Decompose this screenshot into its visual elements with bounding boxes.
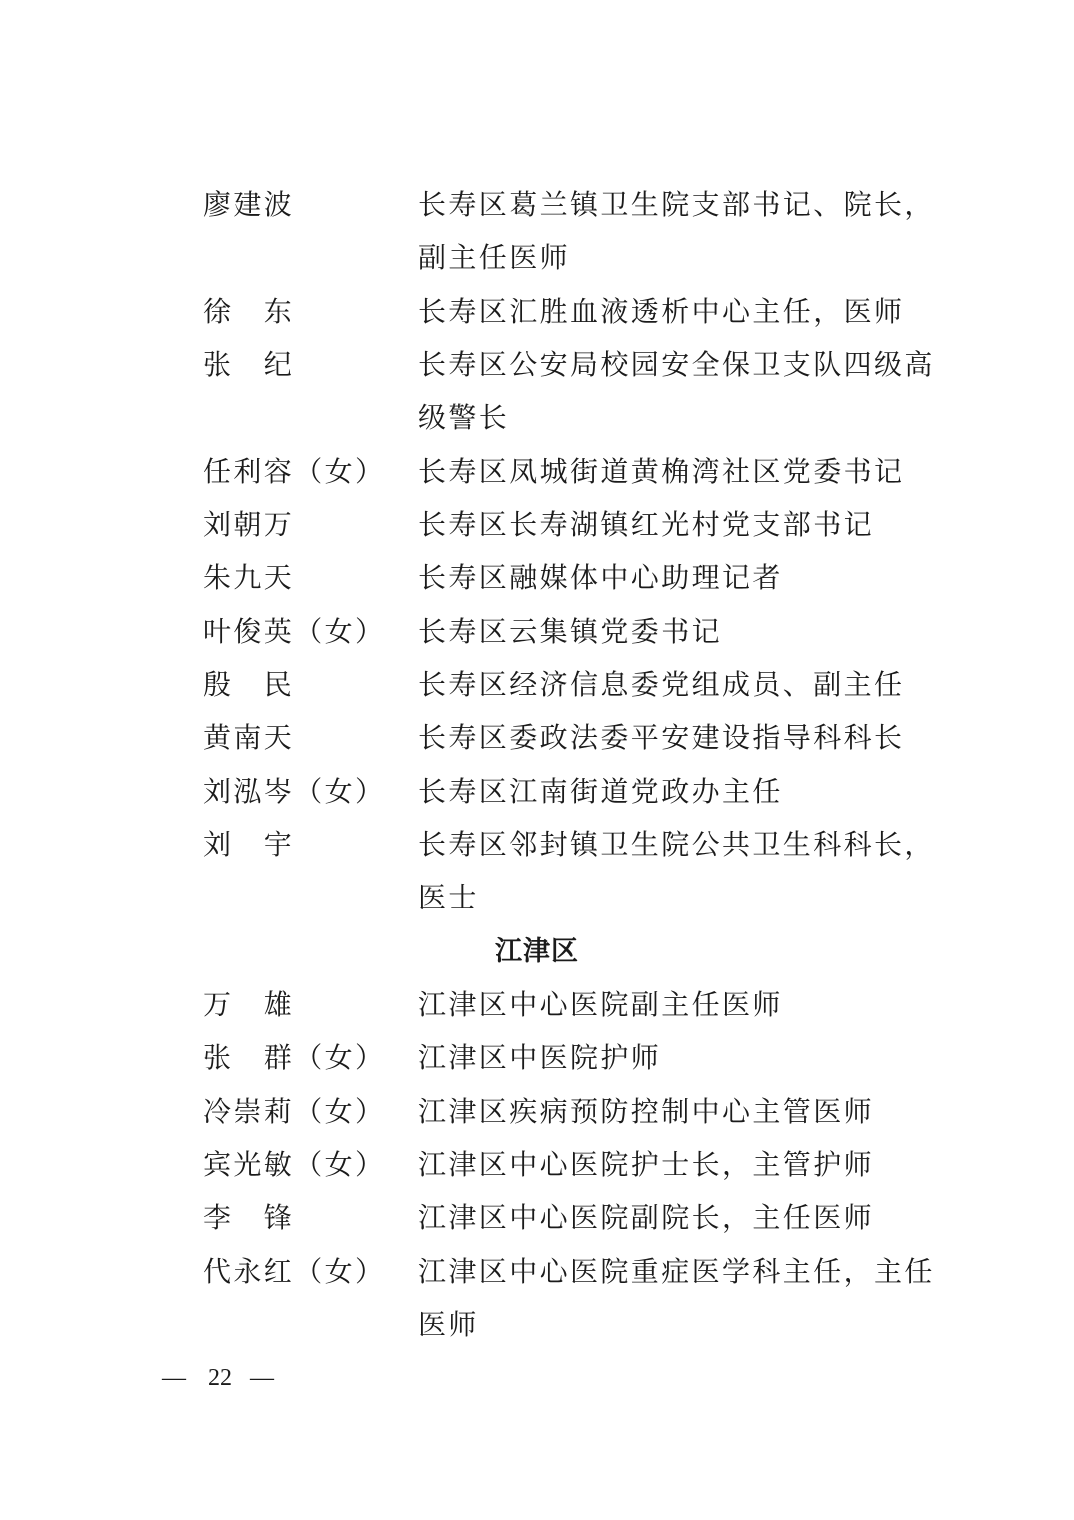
footer-dash: — — [250, 1365, 274, 1391]
name-list — [0, 178, 1074, 1351]
list-entry — [0, 551, 1074, 604]
person-name: 任利容（女） — [203, 454, 386, 488]
list-entry — [0, 338, 1074, 445]
list-entry — [0, 658, 1074, 711]
person-title-line: 长寿区凤城街道黄桷湾社区党委书记 — [418, 454, 905, 488]
list-entry — [0, 445, 1074, 498]
person-name: 刘朝万 — [203, 507, 295, 541]
person-name: 朱九天 — [203, 561, 295, 595]
list-entry — [0, 498, 1074, 551]
list-entry — [0, 605, 1074, 658]
list-entry — [0, 1245, 1074, 1352]
person-title-line: 江津区中心医院副主任医师 — [418, 987, 783, 1021]
person-name: 冷崇莉（女） — [203, 1094, 386, 1128]
section-heading: 江津区 — [495, 935, 579, 967]
list-entry — [0, 1138, 1074, 1191]
person-title-line: 长寿区委政法委平安建设指导科科长 — [418, 721, 905, 755]
person-name: 李 锋 — [203, 1201, 295, 1235]
person-title-line: 长寿区葛兰镇卫生院支部书记、院长， — [418, 188, 935, 221]
person-title-line: 长寿区融媒体中心助理记者 — [418, 561, 783, 595]
person-title-line: 长寿区公安局校园安全保卫支队四级高 — [418, 347, 935, 381]
person-title-line: 长寿区长寿湖镇红光村党支部书记 — [418, 507, 875, 541]
person-name: 叶俊英（女） — [203, 614, 386, 648]
person-name: 殷 民 — [203, 667, 295, 701]
person-title-line: 江津区疾病预防控制中心主管医师 — [418, 1094, 875, 1128]
list-entry — [0, 285, 1074, 338]
list-entry — [0, 1191, 1074, 1244]
list-entry — [0, 711, 1074, 764]
person-title-line: 副主任医师 — [418, 241, 571, 275]
person-title-line: 长寿区汇胜血液透析中心主任，医师 — [418, 294, 905, 328]
list-entry — [0, 1085, 1074, 1138]
person-name: 廖建波 — [203, 188, 295, 221]
person-title-line: 江津区中心医院护士长，主管护师 — [418, 1147, 875, 1181]
person-title-line: 长寿区经济信息委党组成员、副主任 — [418, 667, 905, 701]
page-number: 22 — [208, 1365, 232, 1391]
person-title-line: 级警长 — [418, 401, 510, 435]
person-name: 刘泓岑（女） — [203, 774, 386, 808]
person-title-line: 江津区中心医院重症医学科主任，主任 — [418, 1254, 935, 1288]
person-name: 张 群（女） — [203, 1041, 386, 1075]
person-title-line: 长寿区云集镇党委书记 — [418, 614, 723, 648]
person-title-line: 江津区中心医院副院长，主任医师 — [418, 1201, 875, 1235]
person-title-line: 江津区中医院护师 — [418, 1041, 662, 1075]
person-name: 张 纪 — [203, 347, 295, 381]
person-title-line: 医士 — [418, 881, 479, 915]
person-name: 宾光敏（女） — [203, 1147, 386, 1181]
list-entry — [0, 818, 1074, 925]
list-entry — [0, 765, 1074, 818]
page-footer — [162, 1364, 278, 1392]
person-name: 黄南天 — [203, 721, 295, 755]
person-title-line: 长寿区邻封镇卫生院公共卫生科科长， — [418, 827, 935, 861]
list-entry — [0, 978, 1074, 1031]
person-name: 刘 宇 — [203, 827, 295, 861]
person-name: 代永红（女） — [203, 1254, 386, 1288]
person-name: 徐 东 — [203, 294, 295, 328]
footer-dash: — — [162, 1365, 186, 1391]
list-entry — [0, 1031, 1074, 1084]
person-title-line: 医师 — [418, 1307, 479, 1341]
person-name: 万 雄 — [203, 987, 295, 1021]
person-title-line: 长寿区江南街道党政办主任 — [418, 774, 783, 808]
list-entry — [0, 178, 1074, 285]
